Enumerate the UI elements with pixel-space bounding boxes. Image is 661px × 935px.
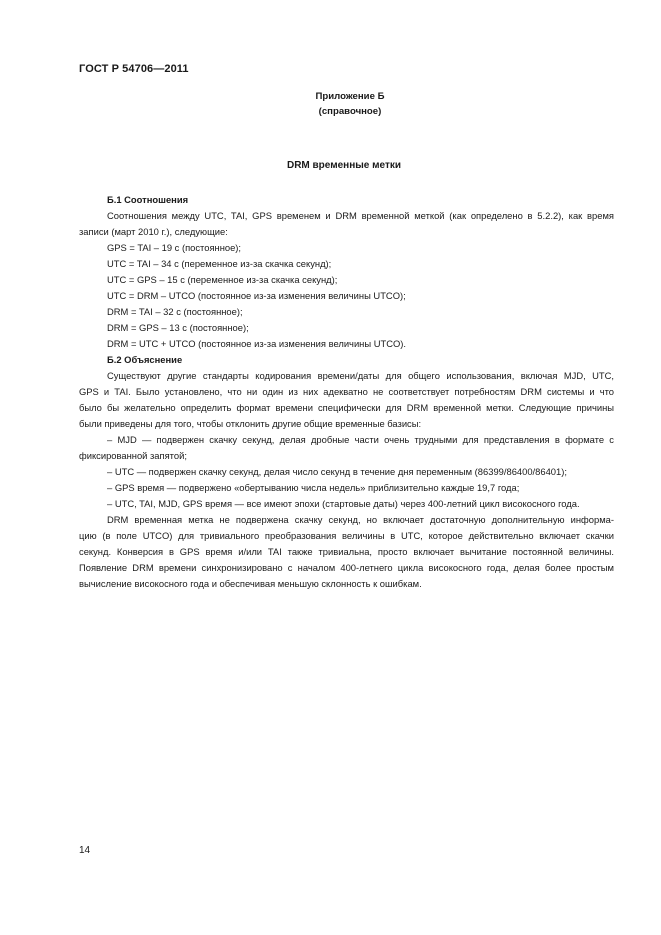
list-item: – GPS время — подвержено «обертыванию числа недель» приблизительно каждые 19,7 года; — [107, 482, 520, 493]
paragraph-line: вычисление високосного года и обеспечивая меньшую склонность к ошибкам. — [79, 578, 422, 589]
relation-line: UTC = DRM – UTCO (постоянное из-за изменения величины UTCO); — [107, 290, 406, 301]
paragraph-line: секунд. Конверсия в GPS время и/или TAI также тривиальна, просто включает вычитание постоянной величины. — [79, 546, 614, 557]
page-title: DRM временные метки — [286, 160, 402, 171]
relation-line: DRM = TAI – 32 с (постоянное); — [107, 306, 243, 317]
relation-line: GPS = TAI – 19 с (постоянное); — [107, 242, 242, 253]
paragraph-line: цию (в поле UTCO) для тривиального преобразования величины в UTC, которое действительно включает скачки — [79, 530, 614, 541]
document-number: ГОСТ Р 54706—2011 — [79, 63, 189, 75]
list-item: – UTC — подвержен скачку секунд, делая число секунд в течение дня переменным (86399/86400/86401); — [107, 466, 567, 477]
list-item: – UTC, TAI, MJD, GPS время — все имеют эпохи (стартовые даты) через 400-летний цикл високосного года. — [107, 498, 580, 509]
page-number: 14 — [79, 845, 91, 856]
section-heading-relations: Б.1 Соотношения — [107, 194, 189, 205]
paragraph-line: DRM временная метка не подвержена скачку секунд, но включает достаточную дополнительную информа- — [107, 514, 614, 525]
paragraph-line: Появление DRM времени синхронизировано с началом 400-летнего цикла високосного года, делая более простым — [79, 562, 614, 573]
intro-line: Соотношения между UTC, TAI, GPS временем и DRM временной меткой (как определено в 5.2.2), как время — [107, 210, 614, 221]
list-item: – MJD — подвержен скачку секунд, делая дробные части очень трудными для представления в формате с — [107, 434, 614, 445]
appendix-label: Приложение Б — [315, 91, 385, 102]
relation-line: UTC = GPS – 15 с (переменное из-за скачка секунд); — [107, 274, 338, 285]
relation-line: DRM = UTC + UTCO (постоянное из-за изменения величины UTCO). — [107, 338, 406, 349]
paragraph-line: GPS и TAI. Было установлено, что ни один из них адекватно не соответствует потребностям DRM системы и что — [79, 386, 614, 397]
section-heading-explanation: Б.2 Объяснение — [107, 354, 183, 365]
intro-line: записи (март 2010 г.), следующие: — [79, 226, 228, 237]
paragraph-line: были приведены для того, чтобы отклонить другие общие временные базисы: — [79, 418, 422, 429]
paragraph-line: Существуют другие стандарты кодирования времени/даты для общего использования, включая MJD, UTC, — [107, 370, 614, 381]
relation-line: DRM = GPS – 13 с (постоянное); — [107, 322, 249, 333]
paragraph-line: было бы желательно определить формат времени специфически для DRM временной метки. Следующие причины — [79, 402, 614, 413]
appendix-type: (справочное) — [318, 106, 382, 117]
list-item-continuation: фиксированной запятой; — [79, 450, 187, 461]
relation-line: UTC = TAI – 34 с (переменное из-за скачка секунд); — [107, 258, 332, 269]
